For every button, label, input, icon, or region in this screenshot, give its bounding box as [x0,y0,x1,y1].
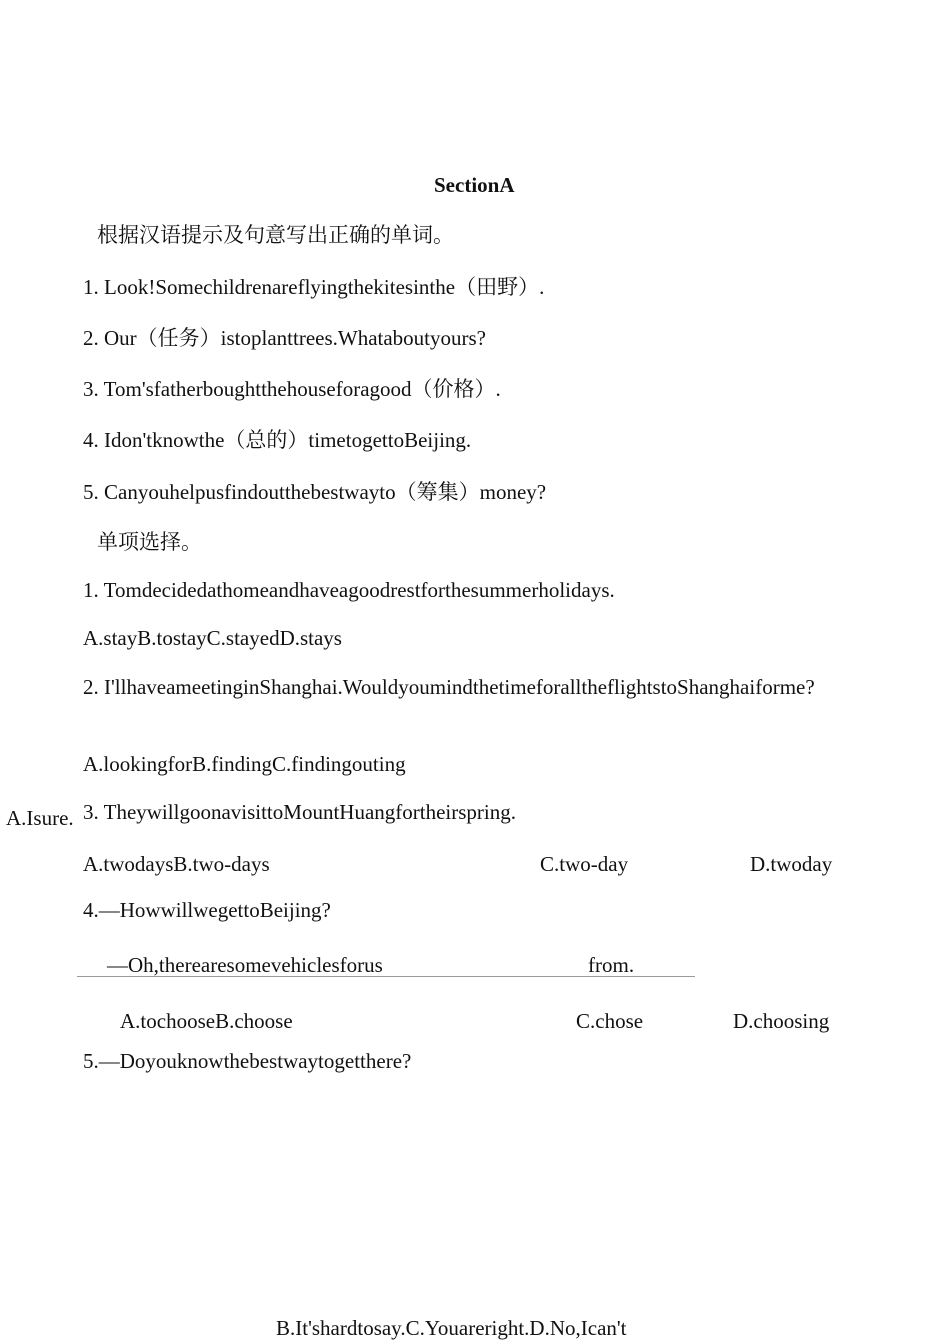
section-title: SectionA [434,173,515,197]
q4-option-c: C.chose [576,1009,644,1033]
q1-options: A.stayB.tostayC.stayedD.stays [83,626,342,650]
part2-instruction: 单项选择。 [97,530,202,554]
q4-option-d: D.choosing [733,1009,830,1033]
q3-option-d: D.twoday [750,852,833,876]
part1-item-1: 1. Look!Somechildrenareflyingthekitesinthe（田野）. [83,275,545,299]
answer-underline [77,976,695,977]
q4-stem: 4.—HowwillwegettoBeijing? [83,898,331,922]
q3-option-c: C.two-day [540,852,629,876]
q2-stem: 2. I'llhaveameetinginShanghai.WouldyoumindthetimeforalltheflightstoShanghaiforme? [83,675,815,699]
q5-stem: 5.—Doyouknowthebestwaytogetthere? [83,1049,412,1073]
q1-stem: 1. Tomdecidedathomeandhaveagoodrestforthesummerholidays. [83,578,615,602]
q5-option-a: A.Isure. [6,806,74,830]
q2-options: A.lookingforB.findingC.findingouting [83,752,406,776]
q4-answer-end: from. [588,953,635,977]
q3-stem: 3. TheywillgoonavisittoMountHuangfortheirspring. [83,800,516,824]
q5-options-bcd: B.It'shardtosay.C.Youareright.D.No,Ican't [276,1316,627,1340]
part1-item-2: 2. Our（任务）istoplanttrees.Whataboutyours? [83,326,486,350]
part1-item-5: 5. Canyouhelpusfindoutthebestwayto（筹集）money? [83,480,547,504]
q4-answer-start: —Oh,therearesomevehiclesforus [107,953,383,977]
part1-item-4: 4. Idon'tknowthe（总的）timetogettoBeijing. [83,428,472,452]
part1-item-3: 3. Tom'sfatherboughtthehouseforagood（价格）. [83,377,501,401]
q3-options-ab: A.twodaysB.two-days [83,852,270,876]
q4-options-ab: A.tochooseB.choose [120,1009,293,1033]
part1-instruction: 根据汉语提示及句意写出正确的单词。 [97,223,454,247]
